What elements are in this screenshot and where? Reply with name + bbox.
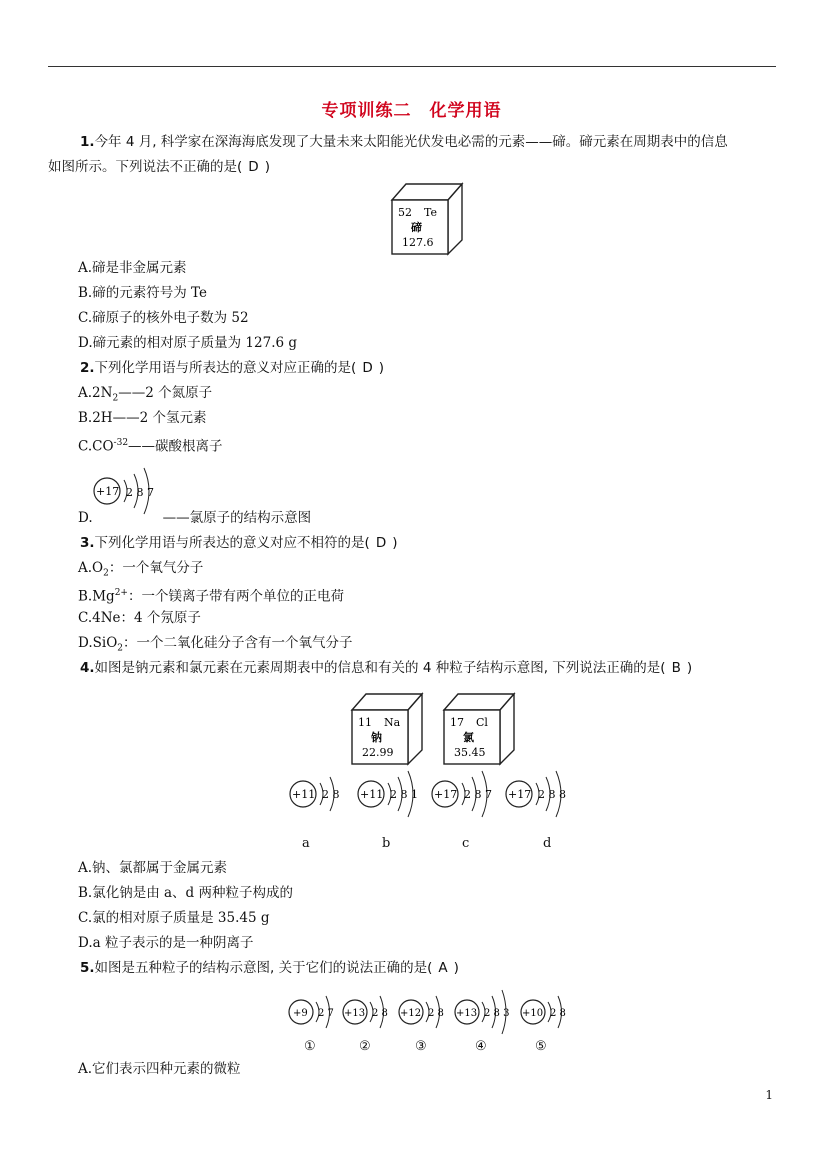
q5-particle-4 [455,990,509,1034]
q4-option-a: A.钠、氯都属于金属元素 [78,860,228,876]
svg-text:2 8 1: 2 8 1 [390,788,418,801]
q1-answer: D [248,159,259,175]
q1-stem-line2: 如图所示。下列说法不正确的是( D ) [48,159,270,175]
q4-answer: B [671,660,681,676]
q3-option-b: $B.Mg^{2+}$：一个镁离子带有两个单位的正电荷 [78,588,344,605]
q4-option-c: C.氯的相对原子质量是 35.45 g [78,910,270,926]
q2-answer: D [362,360,373,376]
q5-label-4: ④ [475,1039,487,1054]
q4-label-a: a [302,836,310,851]
q1-option-a: A.碲是非金属元素 [78,260,187,276]
q1-cell-mass: 127.6 [402,236,434,249]
svg-text:2 8 3: 2 8 3 [484,1008,510,1019]
svg-text:17: 17 [450,716,464,729]
q1-cell-symbol: Te [424,206,437,219]
svg-text:2 8 7: 2 8 7 [464,788,492,801]
svg-text:+17: +17 [434,788,458,801]
svg-text:Cl: Cl [476,716,488,729]
q4-label-c: c [462,836,470,851]
q5-label-5: ⑤ [535,1039,547,1054]
q5-particle-diagrams [284,988,584,1040]
q3-option-c: C.4Ne：4 个氖原子 [78,610,201,626]
q5-label-3: ③ [415,1039,427,1054]
q5-label-2: ② [359,1039,371,1054]
q3-stem: 3.下列化学用语与所表达的意义对应不相符的是( D ) [80,535,398,551]
svg-text:Na: Na [384,716,401,729]
q2-option-b: B.2H——2 个氢元素 [78,410,207,426]
q4-element-cell-chlorine [438,690,518,768]
page-title: 专项训练二 化学用语 [321,101,502,121]
q1-cell-name: 碲 [411,221,422,234]
q2-option-d: D. ——氯原子的结构示意图 [78,510,312,526]
svg-text:+13: +13 [456,1008,478,1019]
q4-particle-diagrams [280,766,590,822]
q5-stem: 5.如图是五种粒子的结构示意图, 关于它们的说法正确的是( A ) [80,960,459,976]
q4-label-b: b [382,836,391,851]
q5-particle-2 [343,996,388,1028]
q4-particle-a [290,777,340,811]
svg-text:2 8: 2 8 [322,788,340,801]
svg-text:2 8: 2 8 [428,1008,444,1019]
q5-option-a: A.它们表示四种元素的微粒 [78,1061,241,1077]
q3-answer: D [375,535,387,551]
q2-option-a: $A.2N_2——2$ 个氮原子 [78,385,213,404]
svg-text:2 8 7: 2 8 7 [126,486,154,499]
svg-text:+10: +10 [522,1008,544,1019]
svg-text:2 8: 2 8 [372,1008,388,1019]
q2-stem: 2.下列化学用语与所表达的意义对应正确的是( D ) [80,360,384,376]
q3-option-d: D.SiO$_2$：一个二氧化硅分子含有一个氧气分子 [78,635,353,654]
q4-element-cell-sodium [346,690,426,768]
svg-text:2 8: 2 8 [550,1008,566,1019]
q5-answer: A [438,960,448,976]
svg-text:2 7: 2 7 [318,1008,334,1019]
page-number: 1 [765,1088,773,1102]
q4-stem: 4.如图是钠元素和氯元素在元素周期表中的信息和有关的 4 种粒子结构示意图, 下列说法正确的是( B ) [80,660,693,676]
svg-text:2 8 8: 2 8 8 [538,788,566,801]
q4-option-d: D.a 粒子表示的是一种阴离子 [78,935,254,951]
svg-text:+9: +9 [293,1008,308,1019]
q1-option-b: B.碲的元素符号为 Te [78,285,207,301]
header-rule [48,66,776,67]
q1-cell-number: 52 [398,206,412,219]
q1-element-cell [386,180,466,258]
svg-text:11: 11 [358,716,372,729]
q5-particle-5 [521,996,566,1028]
q4-option-b: B.氯化钠是由 a、d 两种粒子构成的 [78,885,293,901]
svg-text:+11: +11 [292,788,316,801]
q4-label-d: d [543,836,552,851]
q1-option-d: D.碲元素的相对原子质量为 127.6 g [78,335,298,351]
svg-text:+17: +17 [96,485,120,498]
q4-particle-c [432,771,492,817]
q2-option-c: $C.CO^{-32}——$碳酸根离子 [78,438,223,455]
q5-particle-3 [399,996,444,1028]
svg-text:+17: +17 [508,788,532,801]
svg-text:+12: +12 [400,1008,422,1019]
q4-particle-b [358,771,418,817]
svg-text:35.45: 35.45 [454,746,486,759]
q1-stem-line1: 1.今年 4 月, 科学家在深海海底发现了大量未来太阳能光伏发电必需的元素——碲。碲元素在周期表中的信息 [80,134,728,150]
q1-option-c: C.碲原子的核外电子数为 52 [78,310,249,326]
svg-text:+13: +13 [344,1008,366,1019]
svg-text:钠: 钠 [371,731,382,744]
svg-text:+11: +11 [360,788,384,801]
svg-text:22.99: 22.99 [362,746,394,759]
svg-text:氯: 氯 [463,731,474,744]
q5-label-1: ① [304,1039,316,1054]
q3-option-a: $A.O_2$：一个氧气分子 [78,560,204,579]
q5-particle-1 [289,996,334,1028]
q4-particle-d [506,771,566,817]
